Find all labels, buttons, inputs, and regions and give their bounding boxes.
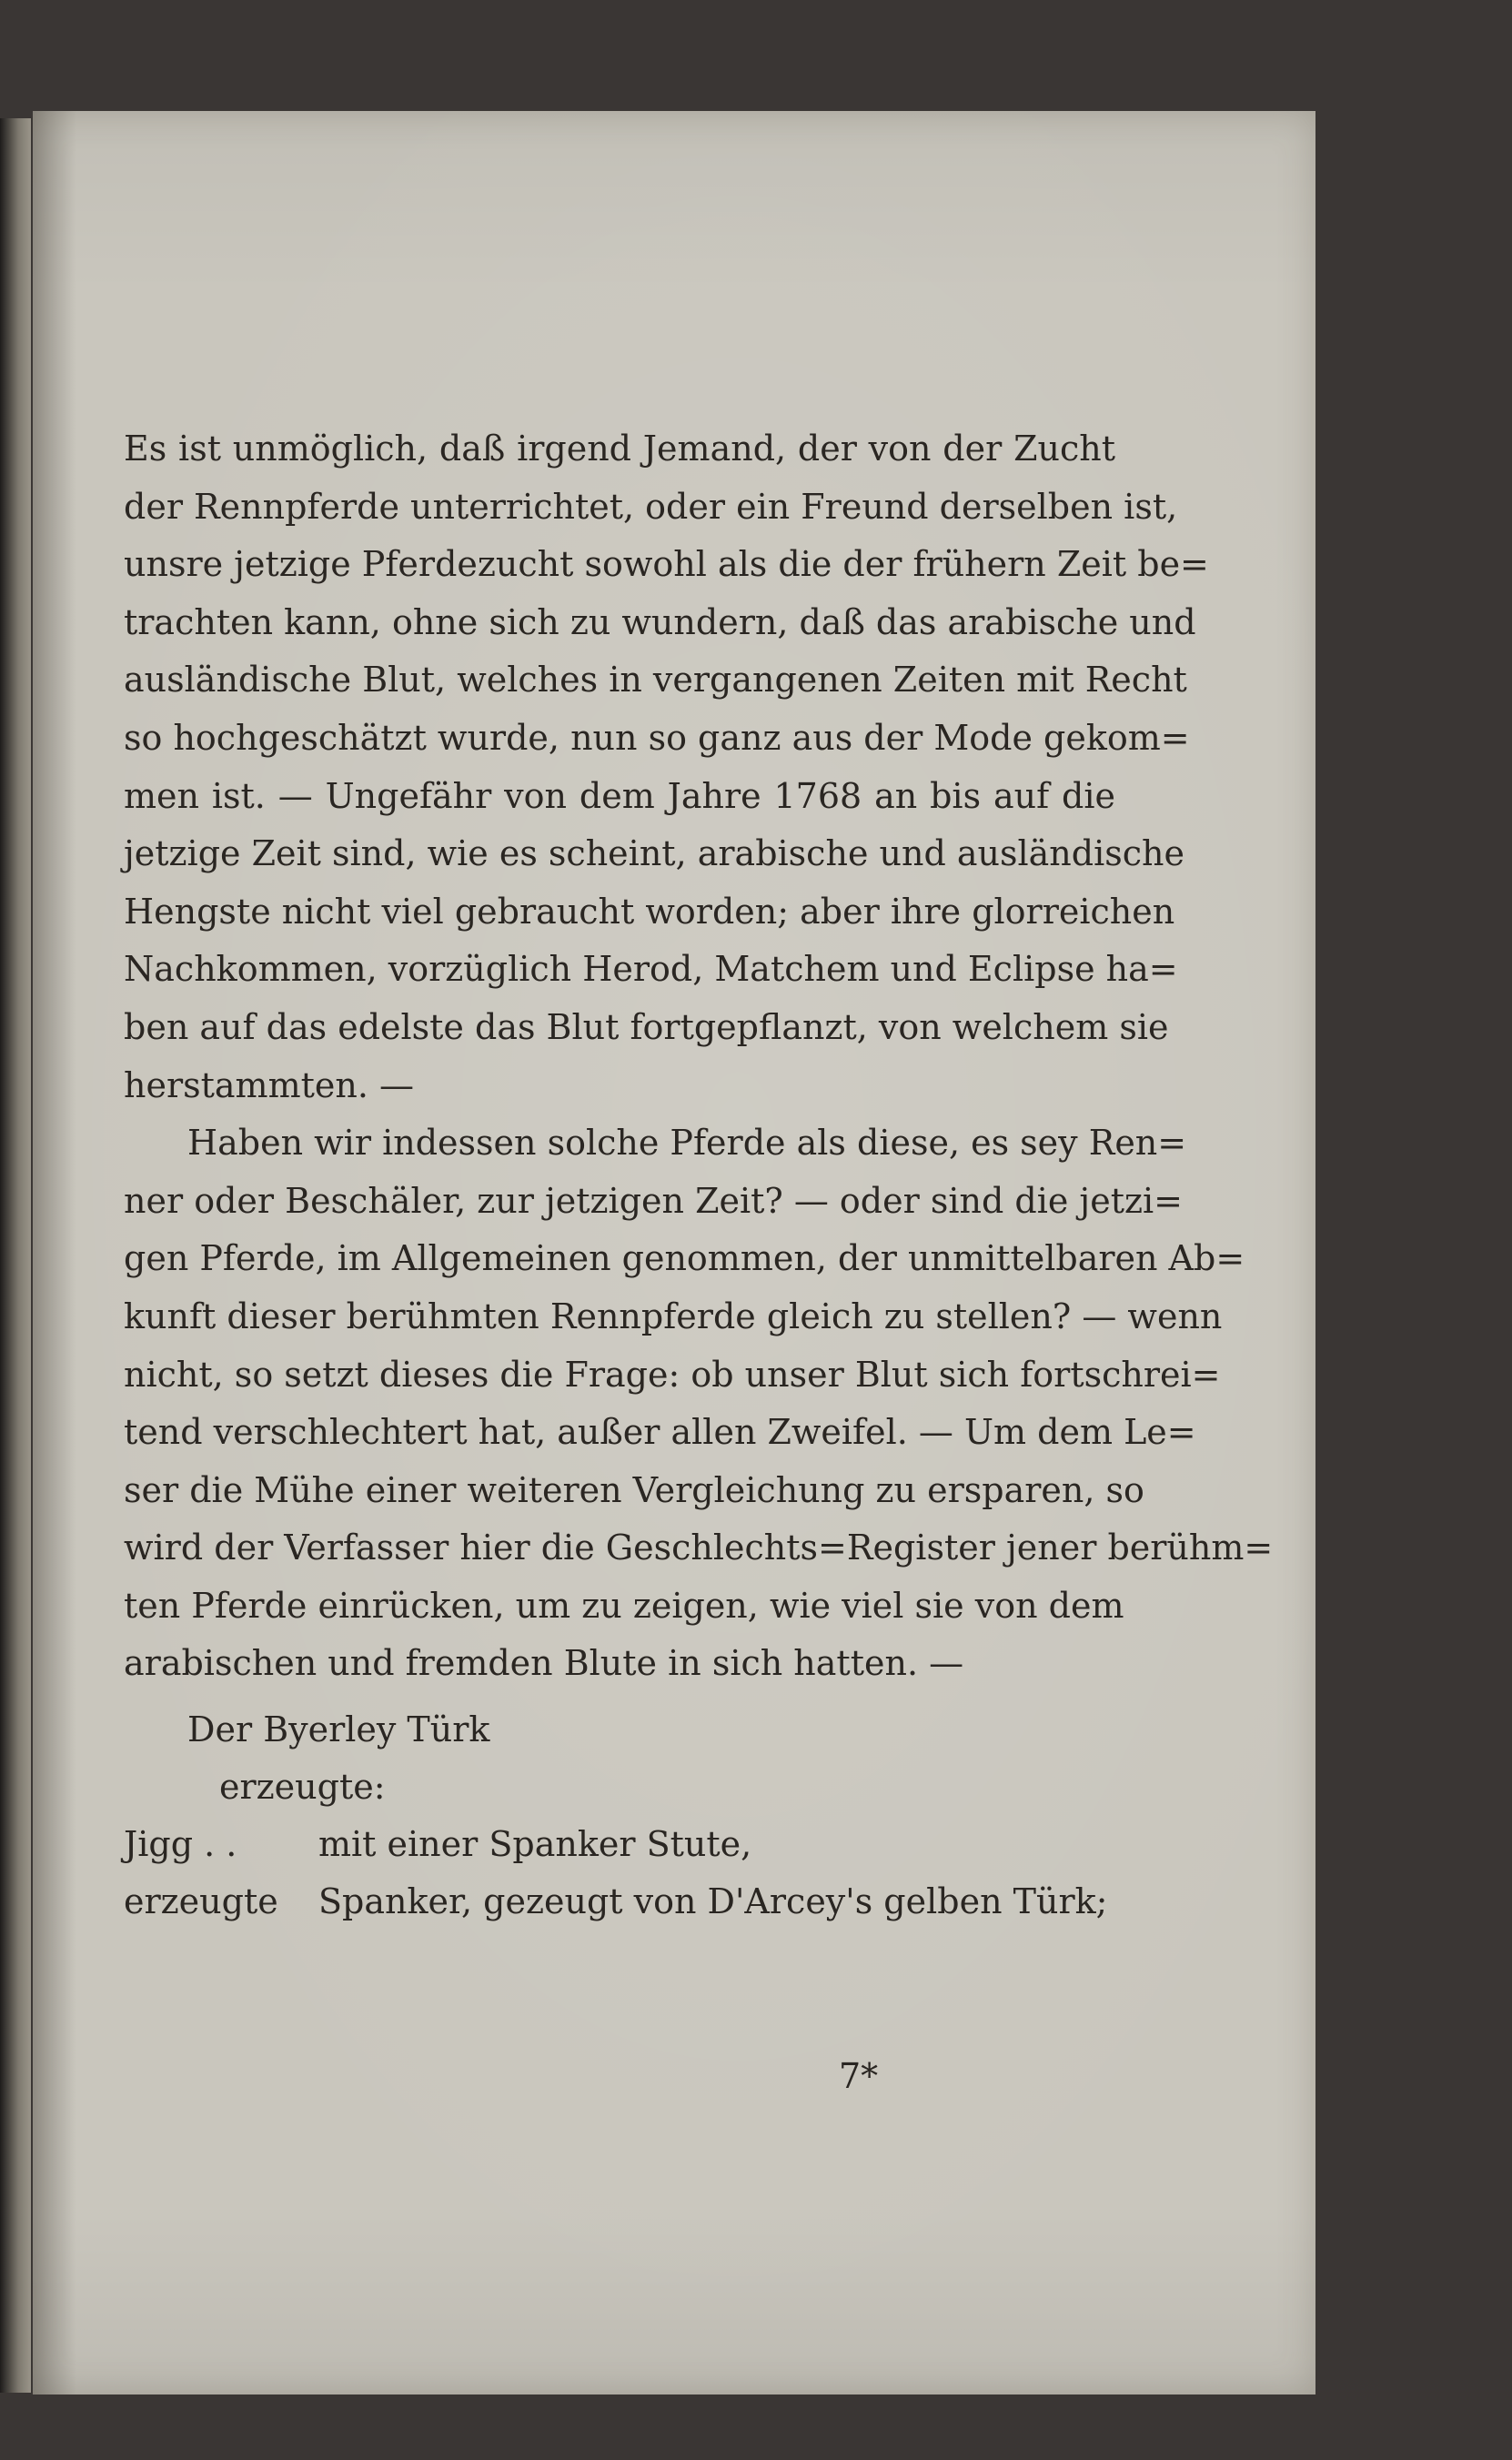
text-line: Hengste nicht viel gebraucht worden; aber ihre glorreichen — [124, 891, 1175, 932]
spine-shadow — [33, 111, 76, 2394]
pedigree-dam: Spanker, gezeugt von D'Arcey's gelben Türk; — [318, 1881, 1108, 1921]
text-line: Es ist unmöglich, daß irgend Jemand, der von der Zucht — [124, 428, 1115, 469]
left-page-edge — [0, 118, 31, 2393]
text-line: kunft dieser berühmten Rennpferde gleich zu stellen? — wenn — [124, 1296, 1223, 1336]
text-line: der Rennpferde unterrichtet, oder ein Freund derselben ist, — [124, 486, 1178, 527]
text-line: wird der Verfasser hier die Geschlechts=Register jener berühm= — [124, 1527, 1274, 1568]
pedigree-dam: mit einer Spanker Stute, — [318, 1824, 752, 1864]
pedigree-row — [124, 1873, 1124, 1931]
text-line: so hochgeschätzt wurde, nun so ganz aus der Mode gekom= — [124, 717, 1190, 758]
text-line: jetzige Zeit sind, wie es scheint, arabische und ausländische — [124, 833, 1184, 874]
book-page — [33, 111, 1315, 2394]
text-line: trachten kann, ohne sich zu wundern, daß das arabische und — [124, 601, 1196, 642]
text-line: gen Pferde, im Allgemeinen genommen, der unmittelbaren Ab= — [124, 1238, 1245, 1279]
text-line: Nachkommen, vorzüglich Herod, Matchem und Eclipse ha= — [124, 949, 1178, 990]
text-line: tend verschlechtert hat, außer allen Zweifel. — Um dem Le= — [124, 1412, 1196, 1453]
text-line: Haben wir indessen solche Pferde als diese, es sey Ren= — [187, 1123, 1187, 1164]
paragraph-1 — [124, 420, 1209, 1114]
pedigree-heading: Der Byerley Türk — [187, 1709, 490, 1749]
text-line: ner oder Beschäler, zur jetzigen Zeit? — oder sind die jetzi= — [124, 1180, 1183, 1221]
text-line: unsre jetzige Pferdezucht sowohl als die der frühern Zeit be= — [124, 544, 1209, 585]
pedigree-row — [124, 1816, 1124, 1874]
text-line: ser die Mühe einer weiteren Vergleichung zu ersparen, so — [124, 1469, 1144, 1510]
text-line: ten Pferde einrücken, um zu zeigen, wie viel sie von dem — [124, 1585, 1124, 1626]
text-line: arabischen und fremden Blute in sich hatten. — — [124, 1643, 964, 1684]
text-line: ausländische Blut, welches in vergangenen Zeiten mit Recht — [124, 660, 1187, 701]
body-text — [124, 420, 1274, 1693]
text-line: men ist. — Ungefähr von dem Jahre 1768 an bis auf die — [124, 775, 1115, 816]
page-number: 7* — [839, 2056, 879, 2096]
text-line: ben auf das edelste das Blut fortgepflanzt, von welchem sie — [124, 1006, 1169, 1047]
pedigree-sire: erzeugte — [124, 1881, 278, 1921]
pedigree-begot: erzeugte: — [219, 1767, 386, 1807]
text-line: herstammten. — — [124, 1064, 415, 1105]
text-line: nicht, so setzt dieses die Frage: ob unser Blut sich fortschrei= — [124, 1354, 1221, 1395]
paragraph-2 — [124, 1114, 1274, 1693]
pedigree-sire: Jigg . . — [124, 1824, 237, 1864]
